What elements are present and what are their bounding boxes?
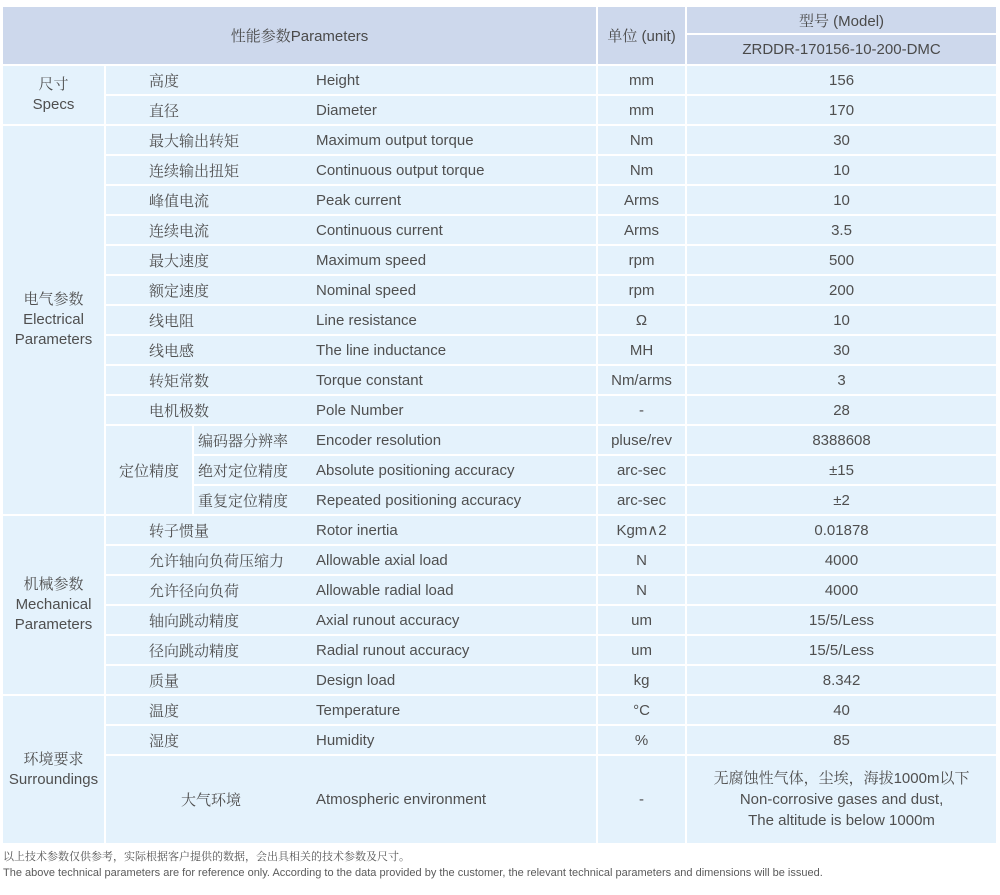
table-row bbox=[3, 216, 996, 244]
param-label-cell bbox=[106, 396, 596, 424]
value-line: The altitude is below 1000m bbox=[748, 812, 935, 830]
param-zh: 转矩常数 bbox=[149, 372, 210, 390]
value-cell: 500 bbox=[687, 246, 996, 274]
param-en: Pole Number bbox=[316, 401, 404, 419]
model-header: 型号 (Model) bbox=[687, 7, 996, 33]
param-label-cell bbox=[194, 426, 596, 454]
param-en: Nominal speed bbox=[316, 281, 417, 299]
param-label-cell bbox=[106, 216, 596, 244]
param-label-cell bbox=[106, 366, 596, 394]
table-row bbox=[3, 366, 996, 394]
param-zh: 径向跳动精度 bbox=[149, 642, 240, 660]
param-en: Temperature bbox=[316, 701, 401, 719]
param-zh: 轴向跳动精度 bbox=[149, 612, 240, 630]
model-value: ZRDDR-170156-10-200-DMC bbox=[687, 35, 996, 64]
param-en: Allowable axial load bbox=[316, 551, 448, 569]
param-label-cell bbox=[194, 486, 596, 514]
table-row bbox=[3, 546, 996, 574]
value-cell: 10 bbox=[687, 156, 996, 184]
unit-cell: arc-sec bbox=[598, 456, 685, 484]
table-row bbox=[3, 246, 996, 274]
subcategory-positioning-accuracy bbox=[106, 426, 192, 514]
param-label-cell bbox=[106, 276, 596, 304]
param-zh: 允许径向负荷 bbox=[149, 582, 240, 600]
param-label-cell bbox=[106, 546, 596, 574]
value-cell: 4000 bbox=[687, 576, 996, 604]
param-en: Rotor inertia bbox=[316, 521, 398, 539]
table-row bbox=[3, 66, 996, 94]
param-zh: 质量 bbox=[149, 672, 180, 690]
value-line: 无腐蚀性气体，尘埃，海拔1000m以下 bbox=[713, 769, 970, 787]
param-zh: 温度 bbox=[149, 702, 180, 720]
param-label-cell bbox=[194, 456, 596, 484]
table-row bbox=[3, 756, 996, 843]
category-zh: 机械参数 bbox=[23, 576, 84, 594]
param-en: Absolute positioning accuracy bbox=[316, 461, 515, 479]
value-cell: 8.342 bbox=[687, 666, 996, 694]
table-row bbox=[3, 336, 996, 364]
unit-cell: mm bbox=[598, 66, 685, 94]
value-cell: 0.01878 bbox=[687, 516, 996, 544]
param-zh: 线电感 bbox=[149, 342, 195, 360]
value-cell: 156 bbox=[687, 66, 996, 94]
value-cell: 3.5 bbox=[687, 216, 996, 244]
value-cell: 30 bbox=[687, 336, 996, 364]
category-zh: 环境要求 bbox=[23, 750, 84, 768]
param-zh: 最大速度 bbox=[149, 252, 210, 270]
table-row bbox=[3, 126, 996, 154]
unit-cell: °C bbox=[598, 696, 685, 724]
table-row bbox=[3, 636, 996, 664]
unit-cell: um bbox=[598, 636, 685, 664]
param-en: Torque constant bbox=[316, 371, 423, 389]
param-en: Maximum output torque bbox=[316, 131, 474, 149]
param-zh: 高度 bbox=[149, 72, 180, 90]
value-line: Non-corrosive gases and dust, bbox=[739, 790, 944, 808]
unit-cell: Ω bbox=[598, 306, 685, 334]
param-label-cell bbox=[106, 636, 596, 664]
unit-cell: mm bbox=[598, 96, 685, 124]
unit-cell: MH bbox=[598, 336, 685, 364]
param-zh: 额定速度 bbox=[149, 282, 210, 300]
value-cell: 200 bbox=[687, 276, 996, 304]
value-cell: 10 bbox=[687, 186, 996, 214]
param-en: Radial runout accuracy bbox=[316, 641, 470, 659]
value-cell: 8388608 bbox=[687, 426, 996, 454]
table-row bbox=[3, 96, 996, 124]
param-label-cell bbox=[106, 186, 596, 214]
subcategory-label: 定位精度 bbox=[118, 462, 179, 480]
unit-cell: rpm bbox=[598, 246, 685, 274]
param-zh: 大气环境 bbox=[180, 792, 241, 809]
param-label-cell bbox=[106, 696, 596, 724]
param-en: Continuous output torque bbox=[316, 161, 485, 179]
param-label-cell bbox=[106, 126, 596, 154]
param-label-cell bbox=[106, 246, 596, 274]
param-zh: 允许轴向负荷压缩力 bbox=[149, 552, 285, 570]
unit-cell: % bbox=[598, 726, 685, 754]
param-zh: 最大输出转矩 bbox=[149, 132, 240, 150]
unit-cell: Nm bbox=[598, 126, 685, 154]
value-cell: 30 bbox=[687, 126, 996, 154]
param-en: Axial runout accuracy bbox=[316, 611, 460, 629]
param-zh: 峰值电流 bbox=[149, 192, 210, 210]
category-specs bbox=[3, 66, 104, 124]
header-row-1 bbox=[3, 7, 996, 33]
unit-cell: - bbox=[598, 396, 685, 424]
unit-cell: kg bbox=[598, 666, 685, 694]
param-label-cell bbox=[106, 756, 596, 843]
unit-cell: rpm bbox=[598, 276, 685, 304]
param-en: Diameter bbox=[316, 101, 377, 119]
footnote-en: The above technical parameters are for reference only. According to the data provided by the customer, the relevant technical parameters and dimensions will be issued. bbox=[3, 866, 823, 879]
value-cell: 28 bbox=[687, 396, 996, 424]
parameters-header: 性能参数Parameters bbox=[3, 7, 596, 64]
table-row bbox=[3, 396, 996, 424]
param-label-cell bbox=[106, 96, 596, 124]
table-row bbox=[3, 696, 996, 724]
footnotes bbox=[3, 850, 1000, 882]
unit-cell: Nm/arms bbox=[598, 366, 685, 394]
value-cell: ±2 bbox=[687, 486, 996, 514]
unit-header: 单位 (unit) bbox=[598, 7, 685, 64]
param-zh: 转子惯量 bbox=[149, 522, 210, 540]
param-zh: 线电阻 bbox=[149, 312, 195, 330]
category-en: Electrical Parameters bbox=[14, 311, 93, 348]
value-cell: 170 bbox=[687, 96, 996, 124]
footnote-zh: 以上技术参数仅供参考，实际根据客户提供的数据，会出具相关的技术参数及尺寸。 bbox=[3, 851, 410, 863]
table-row bbox=[3, 306, 996, 334]
table-row bbox=[3, 576, 996, 604]
unit-cell: pluse/rev bbox=[598, 426, 685, 454]
param-zh: 电机极数 bbox=[149, 402, 210, 420]
unit-cell: - bbox=[598, 756, 685, 843]
table-row bbox=[3, 666, 996, 694]
table-row bbox=[3, 186, 996, 214]
table-row bbox=[3, 276, 996, 304]
param-en: Maximum speed bbox=[316, 251, 427, 269]
param-zh: 湿度 bbox=[149, 732, 180, 750]
table-row bbox=[3, 606, 996, 634]
param-zh: 重复定位精度 bbox=[198, 492, 289, 510]
param-en: The line inductance bbox=[316, 341, 447, 359]
unit-cell: Nm bbox=[598, 156, 685, 184]
unit-cell: um bbox=[598, 606, 685, 634]
value-cell: 15/5/Less bbox=[687, 636, 996, 664]
unit-cell: arc-sec bbox=[598, 486, 685, 514]
category-en: Surroundings bbox=[8, 770, 99, 788]
category-mechanical bbox=[3, 516, 104, 694]
param-en: Height bbox=[316, 71, 360, 89]
param-label-cell bbox=[106, 156, 596, 184]
unit-cell: Arms bbox=[598, 216, 685, 244]
table-row bbox=[3, 726, 996, 754]
param-zh: 直径 bbox=[149, 102, 180, 120]
param-en: Continuous current bbox=[316, 221, 443, 239]
value-cell: 40 bbox=[687, 696, 996, 724]
value-cell: 10 bbox=[687, 306, 996, 334]
param-label-cell bbox=[106, 606, 596, 634]
param-zh: 编码器分辨率 bbox=[198, 432, 289, 450]
value-cell: 4000 bbox=[687, 546, 996, 574]
param-en: Repeated positioning accuracy bbox=[316, 491, 522, 509]
param-en: Line resistance bbox=[316, 311, 417, 329]
unit-cell: N bbox=[598, 546, 685, 574]
param-label-cell bbox=[106, 576, 596, 604]
spec-table bbox=[1, 5, 998, 845]
unit-cell: Kgm∧2 bbox=[598, 516, 685, 544]
param-en: Humidity bbox=[316, 731, 375, 749]
value-cell: ±15 bbox=[687, 456, 996, 484]
param-label-cell bbox=[106, 666, 596, 694]
category-surroundings bbox=[3, 696, 104, 843]
param-label-cell bbox=[106, 336, 596, 364]
category-en: Specs bbox=[32, 96, 75, 113]
category-zh: 尺寸 bbox=[38, 76, 69, 94]
param-zh: 连续输出扭矩 bbox=[149, 162, 240, 180]
table-row bbox=[3, 516, 996, 544]
category-electrical bbox=[3, 126, 104, 514]
category-zh: 电气参数 bbox=[23, 291, 84, 309]
param-label-cell bbox=[106, 726, 596, 754]
table-row bbox=[3, 426, 996, 454]
category-en: Mechanical Parameters bbox=[14, 596, 93, 633]
param-zh: 连续电流 bbox=[149, 222, 210, 240]
param-label-cell bbox=[106, 516, 596, 544]
param-en: Encoder resolution bbox=[316, 431, 442, 449]
param-en: Allowable radial load bbox=[316, 581, 454, 599]
value-cell bbox=[687, 756, 996, 843]
value-cell: 3 bbox=[687, 366, 996, 394]
unit-cell: N bbox=[598, 576, 685, 604]
param-zh: 绝对定位精度 bbox=[198, 462, 289, 480]
value-cell: 85 bbox=[687, 726, 996, 754]
param-label-cell bbox=[106, 66, 596, 94]
value-cell: 15/5/Less bbox=[687, 606, 996, 634]
param-en: Atmospheric environment bbox=[316, 791, 487, 808]
param-en: Design load bbox=[316, 671, 396, 689]
table-row bbox=[3, 156, 996, 184]
param-en: Peak current bbox=[316, 191, 402, 209]
param-label-cell bbox=[106, 306, 596, 334]
unit-cell: Arms bbox=[598, 186, 685, 214]
